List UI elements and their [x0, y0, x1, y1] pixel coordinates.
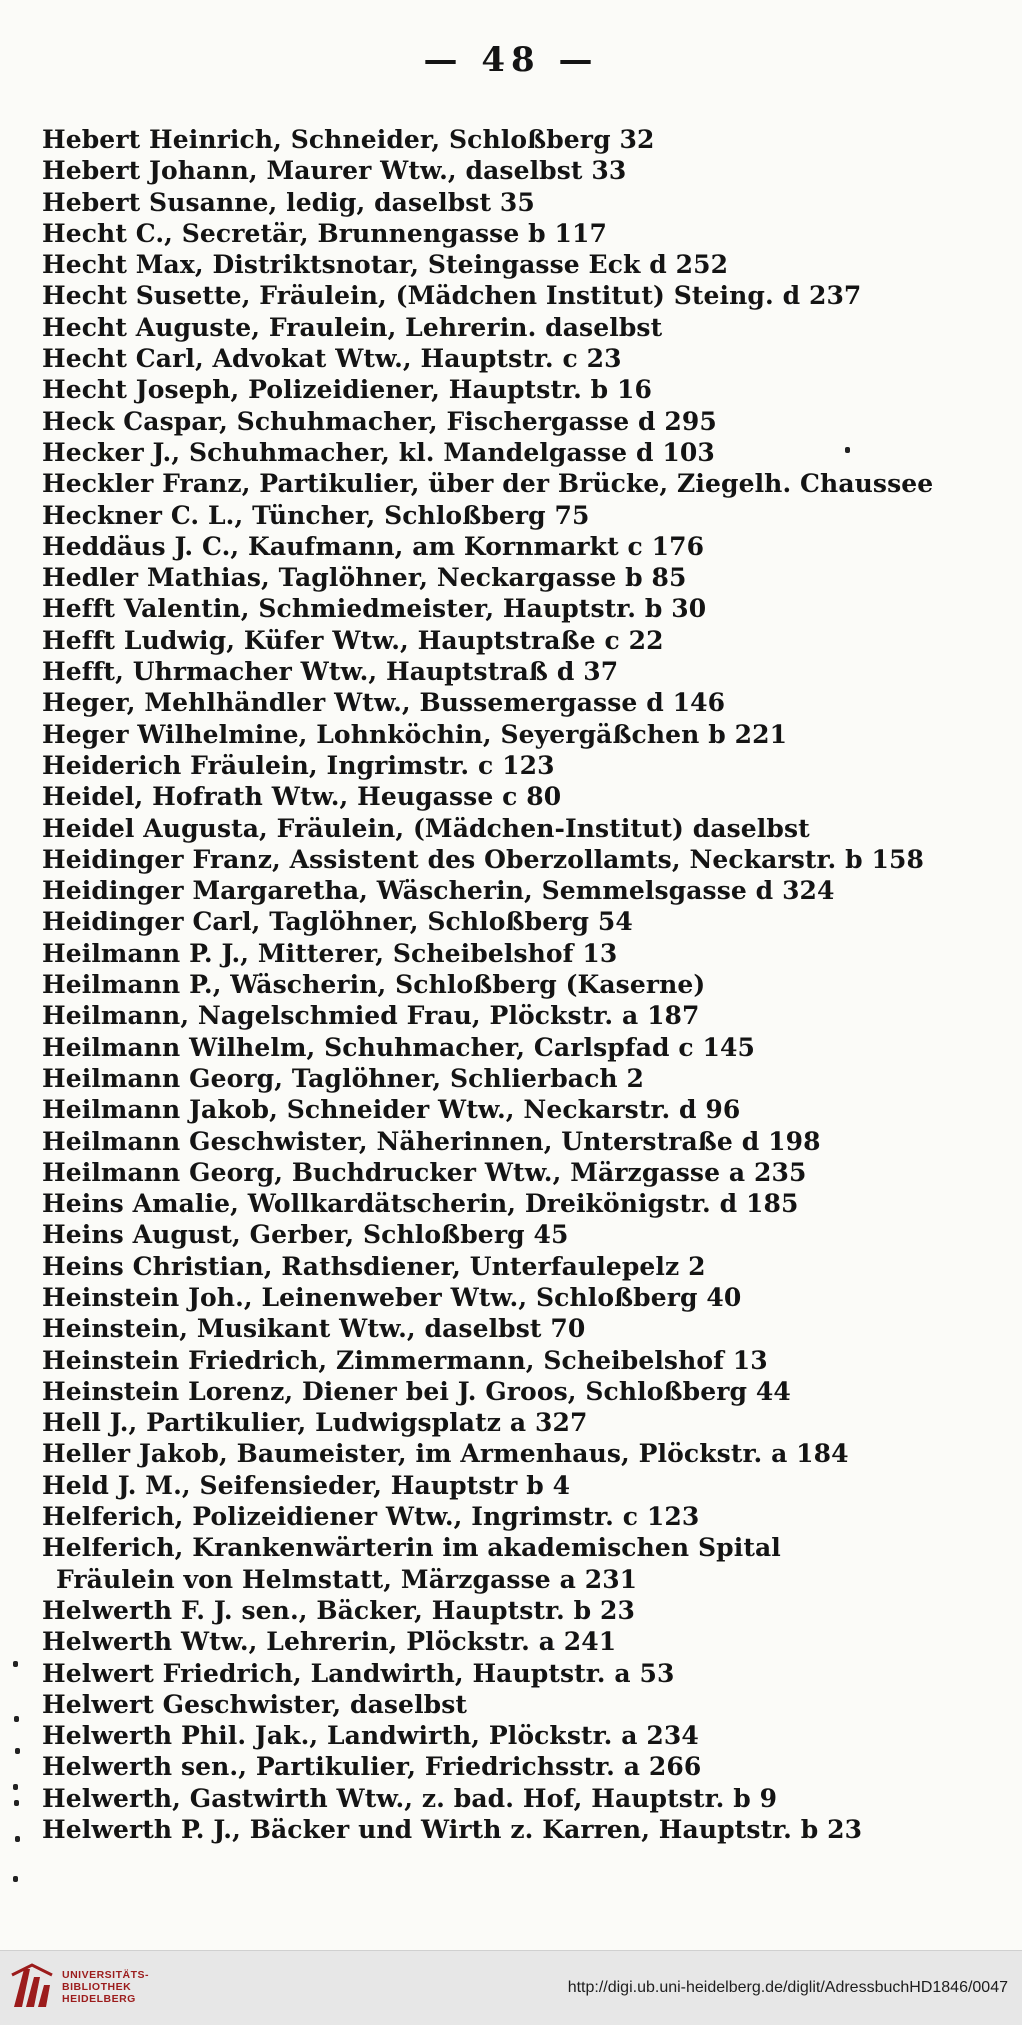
directory-entry: Helwert Friedrich, Landwirth, Hauptstr. a 53 — [42, 1658, 675, 1688]
directory-entry: Heins Amalie, Wollkardätscherin, Dreikönigstr. d 185 — [42, 1189, 799, 1219]
directory-entry: Helferich, Polizeidiener Wtw., Ingrimstr. c 123 — [42, 1502, 700, 1532]
margin-mark — [15, 1748, 20, 1754]
library-name-line: HEIDELBERG — [62, 1993, 136, 2005]
directory-entry: Heilmann Georg, Taglöhner, Schlierbach 2 — [42, 1063, 644, 1093]
directory-entry: Helwert Geschwister, daselbst — [42, 1689, 468, 1719]
margin-mark — [14, 1800, 19, 1806]
directory-entry: Hebert Johann, Maurer Wtw., daselbst 33 — [42, 156, 627, 186]
directory-entry: Hefft Valentin, Schmiedmeister, Hauptstr. b 30 — [42, 594, 707, 624]
source-url-link[interactable]: http://digi.ub.uni-heidelberg.de/diglit/AdressbuchHD1846/0047 — [567, 1979, 1008, 1996]
directory-entry: Hedler Mathias, Taglöhner, Neckargasse b 85 — [42, 563, 687, 593]
directory-entry: Heckner C. L., Tüncher, Schloßberg 75 — [42, 500, 590, 530]
directory-entry: Heger, Mehlhändler Wtw., Bussemergasse d 146 — [42, 688, 726, 718]
margin-mark — [15, 1836, 20, 1842]
margin-mark — [13, 1661, 18, 1667]
directory-entry: Heins August, Gerber, Schloßberg 45 — [42, 1220, 569, 1250]
directory-entry: Heiderich Fräulein, Ingrimstr. c 123 — [42, 750, 555, 780]
directory-entry: Hefft, Uhrmacher Wtw., Hauptstraß d 37 — [42, 657, 619, 687]
directory-entry: Helwerth Phil. Jak., Landwirth, Plöckstr. a 234 — [42, 1721, 699, 1751]
margin-mark — [14, 1716, 19, 1722]
directory-entry: Heckler Franz, Partikulier, über der Brücke, Ziegelh. Chaussee — [42, 469, 934, 499]
directory-entry: Helwerth, Gastwirth Wtw., z. bad. Hof, Hauptstr. b 9 — [42, 1783, 778, 1813]
directory-entry: Heinstein Friedrich, Zimmermann, Scheibelshof 13 — [42, 1345, 768, 1375]
directory-entry: Heins Christian, Rathsdiener, Unterfaulepelz 2 — [42, 1251, 706, 1281]
directory-entry: Heger Wilhelmine, Lohnköchin, Seyergäßchen b 221 — [42, 719, 788, 749]
directory-entry: Helwerth P. J., Bäcker und Wirth z. Karren, Hauptstr. b 23 — [42, 1815, 863, 1845]
directory-entry: Heddäus J. C., Kaufmann, am Kornmarkt c 176 — [42, 531, 705, 561]
margin-mark — [845, 447, 850, 453]
directory-entry: Fräulein von Helmstatt, Märzgasse a 231 — [56, 1564, 638, 1594]
directory-entry: Hecht Joseph, Polizeidiener, Hauptstr. b 16 — [42, 375, 653, 405]
directory-entry: Hecht Susette, Fräulein, (Mädchen Institut) Steing. d 237 — [42, 281, 862, 311]
directory-entry: Hell J., Partikulier, Ludwigsplatz a 327 — [42, 1408, 588, 1438]
directory-entry: Heidel Augusta, Fräulein, (Mädchen-Institut) daselbst — [42, 813, 810, 843]
directory-entry: Heidinger Carl, Taglöhner, Schloßberg 54 — [42, 907, 633, 937]
directory-entry: Held J. M., Seifensieder, Hauptstr b 4 — [42, 1470, 571, 1500]
margin-mark — [13, 1876, 18, 1882]
library-name-line: UNIVERSITÄTS- — [62, 1969, 150, 1981]
library-name — [62, 1969, 149, 2005]
margin-mark — [13, 1784, 18, 1790]
directory-entry: Helferich, Krankenwärterin im akademischen Spital — [42, 1533, 781, 1563]
directory-entry: Heinstein Lorenz, Diener bei J. Groos, Schloßberg 44 — [42, 1376, 791, 1406]
directory-entry: Heilmann Wilhelm, Schuhmacher, Carlspfad c 145 — [42, 1032, 755, 1062]
directory-entry: Hecht C., Secretär, Brunnengasse b 117 — [42, 218, 608, 248]
directory-entries — [42, 124, 1007, 1845]
directory-entry: Hecht Carl, Advokat Wtw., Hauptstr. c 23 — [42, 344, 622, 374]
directory-entry: Heinstein, Musikant Wtw., daselbst 70 — [42, 1314, 586, 1344]
directory-entry: Hecht Auguste, Fraulein, Lehrerin. daselbst — [42, 312, 663, 342]
directory-entry: Heilmann P., Wäscherin, Schloßberg (Kaserne) — [42, 970, 706, 1000]
directory-entry: Heilmann Geschwister, Näherinnen, Unterstraße d 198 — [42, 1126, 821, 1156]
directory-entry: Helwerth sen., Partikulier, Friedrichsstr. a 266 — [42, 1752, 702, 1782]
page-number: — 48 — — [423, 40, 599, 80]
directory-entry: Heidel, Hofrath Wtw., Heugasse c 80 — [42, 782, 562, 812]
directory-entry: Heilmann Jakob, Schneider Wtw., Neckarstr. d 96 — [42, 1095, 741, 1125]
directory-entry: Heidinger Margaretha, Wäscherin, Semmelsgasse d 324 — [42, 876, 835, 906]
directory-entry: Heller Jakob, Baumeister, im Armenhaus, Plöckstr. a 184 — [42, 1439, 849, 1469]
directory-entry: Helwerth Wtw., Lehrerin, Plöckstr. a 241 — [42, 1627, 617, 1657]
library-name-line: BIBLIOTHEK — [62, 1981, 132, 1993]
directory-entry: Hecker J., Schuhmacher, kl. Mandelgasse d 103 — [42, 437, 715, 467]
library-footer — [0, 1950, 1022, 2025]
directory-entry: Heinstein Joh., Leinenweber Wtw., Schloßberg 40 — [42, 1282, 742, 1312]
directory-entry: Heck Caspar, Schuhmacher, Fischergasse d 295 — [42, 406, 717, 436]
directory-entry: Heidinger Franz, Assistent des Oberzollamts, Neckarstr. b 158 — [42, 844, 924, 874]
directory-entry: Hebert Heinrich, Schneider, Schloßberg 32 — [42, 125, 655, 154]
directory-entry: Heilmann P. J., Mitterer, Scheibelshof 13 — [42, 938, 618, 968]
directory-entry: Hebert Susanne, ledig, daselbst 35 — [42, 187, 535, 217]
directory-entry: Heilmann, Nagelschmied Frau, Plöckstr. a 187 — [42, 1001, 700, 1031]
directory-entry: Hefft Ludwig, Küfer Wtw., Hauptstraße c 22 — [42, 625, 664, 655]
university-library-logo — [10, 1963, 54, 2011]
directory-entry: Hecht Max, Distriktsnotar, Steingasse Eck d 252 — [42, 250, 729, 280]
directory-entry: Heilmann Georg, Buchdrucker Wtw., Märzgasse a 235 — [42, 1157, 807, 1187]
directory-entry: Helwerth F. J. sen., Bäcker, Hauptstr. b 23 — [42, 1595, 635, 1625]
